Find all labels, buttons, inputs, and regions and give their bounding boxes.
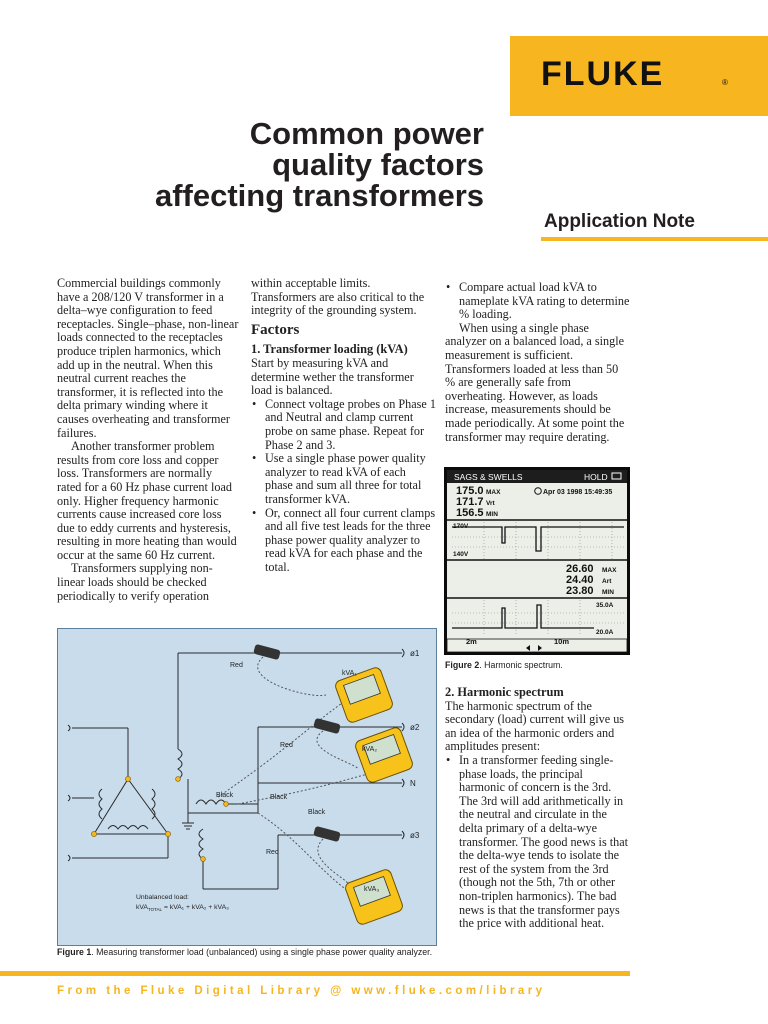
column-3: [445, 281, 631, 444]
screen-mode-label: SAGS & SWELLS: [454, 472, 523, 482]
phase-2-label: ø2: [410, 723, 420, 732]
delta-terminals: [91, 776, 170, 836]
figure-1-caption: Figure 1. Measuring transformer load (unbalanced) using a single phase power quality analyzer.: [57, 947, 433, 957]
measuring-kva-paragraph: Start by measuring kVA and determine wether the transformer load is balanced.: [251, 355, 414, 398]
factors-heading: Factors: [251, 321, 300, 338]
list-item: • Or, connect all four current clamps and all five test leads for the three phase power quality analyzer to read kVA for each phase and the total.: [251, 507, 436, 575]
list-item: • Compare actual load kVA to nameplate kVA rating to determine % loading.: [445, 281, 631, 322]
clamp-probe-3: [313, 826, 341, 842]
registered-mark: ®: [722, 78, 728, 87]
fluke-logo: FLUKE: [541, 55, 665, 93]
check-paragraph: Transformers supplying non-linear loads should be checked periodically to verify operation: [57, 561, 213, 603]
column-1: [57, 277, 239, 603]
current-max-value: 26.60: [566, 563, 594, 575]
current-rms-label: Art: [602, 578, 612, 585]
voltage-rms-value: 171.7: [456, 496, 484, 508]
column-2: [251, 277, 436, 574]
phase-1-label: ø1: [410, 649, 420, 658]
unbalanced-load-formula: kVA$_{TOTAL}$ = kVA₁ + kVA₂ + kVA₃: [136, 904, 229, 912]
title-line-1: Common power: [249, 116, 484, 151]
unbalanced-load-title: Unbalanced load:: [136, 894, 189, 901]
analyzer-3: [344, 868, 404, 926]
clamp-probes: [253, 644, 341, 842]
harmonic-spectrum-heading: 2. Harmonic spectrum: [445, 685, 564, 699]
figure-2-caption: Figure 2. Harmonic spectrum.: [445, 660, 563, 670]
footer-divider: [0, 971, 630, 976]
harmonic-list: [445, 754, 631, 931]
voltage-max-label: MAX: [486, 489, 501, 496]
grounding-paragraph: within acceptable limits. Transformers are also critical to the integrity of the grounding system.: [251, 276, 425, 318]
voltage-min-label: MIN: [486, 511, 498, 518]
harmonic-spectrum-paragraph: The harmonic spectrum of the secondary (load) current will give us an idea of the harmonic orders and amplitudes present:: [445, 698, 625, 754]
list-item: • In a transformer feeding single-phase loads, the principal harmonic of concern is the 3rd. The 3rd will add arithmetically in the neutral and circulate in the delta primary of a delta-wye transformer. The good news is that the delta-wye tends to isolate the rest of the system from the 3rd (though not the 5th, 7th or other non-triplen harmonics). The bad news is that the transformer pays the price with additional heat.: [445, 754, 631, 931]
kva3-label: kVA₃: [364, 886, 380, 893]
clamp-probe-1: [253, 644, 281, 660]
primary-wiring: [68, 725, 168, 861]
current-min-value: 23.80: [566, 585, 594, 597]
kva1-label: kVA₁: [342, 670, 357, 677]
black-lead-label-2: Black: [270, 794, 288, 801]
kva-steps-list: [251, 398, 436, 575]
current-scale-bottom: 20.0A: [596, 629, 614, 636]
delta-winding: [94, 779, 168, 834]
voltage-scale-bottom: 140V: [453, 551, 469, 558]
title-line-2: quality factors: [272, 147, 484, 182]
column-3-lower: [445, 686, 631, 931]
voltage-min-value: 156.5: [456, 507, 484, 519]
document-type: Application Note: [544, 211, 695, 232]
list-item: • Use a single phase power quality analyzer to read kVA of each phase and sum all three for total transformer kVA.: [251, 452, 436, 506]
neutral-label: N: [410, 779, 416, 788]
black-lead-label-3: Black: [308, 809, 326, 816]
red-lead-label-3: Red: [266, 849, 279, 856]
phase-3-label: ø3: [410, 831, 420, 840]
single-phase-paragraph: When using a single phase analyzer on a balanced load, a single measurement is sufficient. Transformers loaded at less than 50 % are generally safe from overheating. However, as loads increase, measurements should be made periodically. At some point the transformer may require derating.: [445, 320, 625, 444]
time-tick-10m: 10m: [554, 637, 570, 646]
title-line-3: affecting transformers: [154, 178, 484, 213]
intro-paragraph: Commercial buildings commonly have a 208/120 V transformer in a delta–wye configuration to feed receptacles. Single–phase, non-linear loads connected to the receptacles produce triplen harmonics, which add up in the neutral. When this neutral current reaches the transformer, it is reflected into the delta primary winding where it causes overheating and transformer failures.: [57, 276, 239, 440]
current-min-label: MIN: [602, 589, 614, 596]
red-lead-label-1: Red: [230, 662, 243, 669]
black-lead-label-1: Black: [216, 792, 234, 799]
screen-hold-label: HOLD: [584, 472, 608, 482]
footer-library-link[interactable]: From the Fluke Digital Library @ www.fluke.com/library: [57, 985, 546, 997]
figure-1-diagram: [57, 628, 437, 946]
current-scale-top: 35.0A: [596, 602, 614, 609]
voltage-rms-label: Vrt: [486, 500, 495, 507]
clamp-probe-2: [313, 718, 341, 734]
list-item: • Connect voltage probes on Phase 1 and Neutral and clamp current probe on same phase. Repeat for Phase 2 and 3.: [251, 398, 436, 452]
voltage-max-value: 175.0: [456, 485, 484, 497]
current-rms-value: 24.40: [566, 574, 594, 586]
kva2-label: kVA₂: [362, 746, 378, 753]
time-tick-2m: 2m: [466, 637, 477, 646]
compare-list: [445, 281, 631, 322]
page-title: [40, 118, 484, 211]
figure-2-screen: [444, 467, 630, 655]
voltage-scale-top: 170V: [453, 523, 469, 530]
analyzer-display: [444, 467, 630, 655]
red-lead-label-2: Red: [280, 742, 293, 749]
screen-timestamp: Apr 03 1998 15:49:35: [543, 489, 613, 496]
header-divider: [541, 237, 768, 241]
wiring-diagram: [58, 629, 436, 945]
core-loss-paragraph: Another transformer problem results from core loss and copper loss. Transformers are normally rated for a 60 Hz phase current load only. Higher frequency harmonic currents cause increased core loss due to eddy currents and hysteresis, resulting in more heating than would occur at the same 60 Hz current.: [57, 439, 237, 562]
transformer-loading-heading: 1. Transformer loading (kVA): [251, 342, 408, 357]
current-max-label: MAX: [602, 567, 617, 574]
